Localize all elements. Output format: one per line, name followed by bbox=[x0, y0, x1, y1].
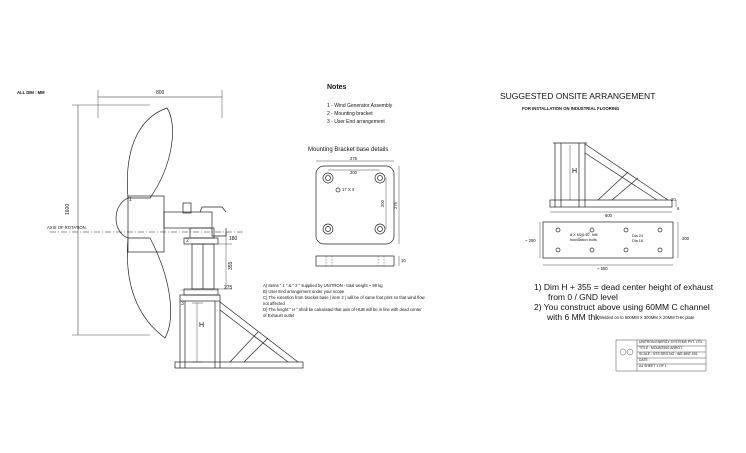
lower-blade bbox=[127, 238, 170, 338]
note-item-1: 1 - Wind Generator Assembly bbox=[327, 103, 393, 109]
bolts-label-1: 8 X M20 10" hilti bbox=[570, 233, 598, 237]
dim-275-label: 275 bbox=[224, 285, 233, 291]
onsite-note-2b: with 6 MM thk bbox=[547, 312, 600, 322]
dim-800-label: 800 bbox=[156, 90, 165, 96]
foundation-bolt-5 bbox=[556, 248, 560, 252]
remark-c-cont: not affected bbox=[263, 301, 285, 306]
onsite-dim-h: H bbox=[572, 168, 578, 175]
upper-blade bbox=[127, 108, 172, 198]
foundation-bolt-2 bbox=[590, 228, 594, 232]
item-3-label: 3 bbox=[181, 301, 184, 307]
foundation-plate bbox=[543, 222, 673, 258]
onsite-arrangement-drawing bbox=[540, 143, 678, 265]
bracket-base-drawing bbox=[316, 161, 399, 266]
remark-d-cont: of Exhaust outlet bbox=[263, 313, 295, 318]
stand-base-plate bbox=[175, 362, 303, 368]
bracket-dim-275-top: 275 bbox=[350, 156, 357, 161]
onsite-dim-20: 20 bbox=[671, 197, 676, 202]
tb-row-2: TITLE : MOUNTING ARRGT. bbox=[639, 346, 683, 350]
onsite-note-1b: from 0 / GND level bbox=[548, 292, 618, 302]
bolts-label-4: Dia 18 bbox=[632, 239, 643, 243]
bracket-dim-275-side: 275 bbox=[393, 202, 398, 209]
bolt-hole-2 bbox=[375, 173, 385, 183]
generator-housing bbox=[128, 196, 164, 252]
item-2-label: 2 bbox=[186, 238, 189, 244]
stand-top-plate bbox=[180, 295, 220, 301]
bracket-dim-10: 10 bbox=[401, 258, 406, 263]
remark-c: C) The extention from bracket base ( item 2 ) will be of same foot print so that wind flow bbox=[263, 295, 425, 300]
bolts-label-3: Dia 24 bbox=[632, 234, 643, 238]
onsite-subtitle: FOR INSTALLATION ON INDUSTRIAL FLOORING bbox=[522, 106, 620, 111]
foundation-bolt-6 bbox=[590, 248, 594, 252]
bracket-dim-200-top: 200 bbox=[350, 170, 357, 175]
mount-plate bbox=[184, 238, 218, 244]
tail bbox=[200, 207, 226, 236]
onsite-dim-550: ~ 550 bbox=[597, 266, 608, 271]
foundation-bolt-1 bbox=[556, 228, 560, 232]
bolt-hole-4 bbox=[375, 224, 385, 234]
axis-of-rotation-label: AXIS OF ROTATION bbox=[47, 225, 86, 230]
onsite-note-2a: 2) You construct above using 60MM C channel bbox=[534, 302, 710, 312]
tb-row-3: SCALE : NTS DRG NO : WE-MNT-001 bbox=[639, 352, 698, 356]
onsite-dim-250: ~ 250 bbox=[525, 238, 536, 243]
shaft bbox=[164, 212, 212, 228]
foundation-bolt-8 bbox=[658, 248, 662, 252]
bolts-label-2: foundation bolts bbox=[570, 238, 597, 242]
dim-h-label: H bbox=[199, 322, 205, 329]
bolt-hole-3 bbox=[323, 224, 333, 234]
onsite-note-2c: Welded on to 600MM X 300MM X 20MM THK plate bbox=[599, 315, 695, 320]
tb-row-4: DATE : bbox=[639, 358, 650, 362]
onsite-dim-6: 6 bbox=[677, 206, 680, 211]
bolt-hole-1 bbox=[323, 173, 333, 183]
dim-180-label: 180 bbox=[229, 236, 238, 242]
dim-355-label: 355 bbox=[228, 261, 234, 270]
remark-b: B) User End arrangement under your scope bbox=[263, 289, 345, 294]
ground-plate bbox=[550, 200, 672, 207]
note-item-2: 2 - Mounting bracket bbox=[327, 111, 373, 117]
item-1-label: 1 bbox=[129, 197, 132, 203]
remark-a: A) Items " 1 " & " 2 " supplied by UNITRON - total weight ~ 90 kg bbox=[263, 283, 383, 288]
tb-row-5: A4 SHEET 1 OF 1 bbox=[639, 364, 667, 368]
foundation-bolt-7 bbox=[624, 248, 628, 252]
bracket-dim-200-side: 200 bbox=[380, 200, 385, 207]
onsite-dim-600: 600 bbox=[605, 213, 612, 218]
bracket-plate-side-view bbox=[316, 256, 394, 266]
foundation-bolt-4 bbox=[658, 228, 662, 232]
dim-1600-label: 1600 bbox=[65, 203, 71, 215]
foundation-bolt-3 bbox=[624, 228, 628, 232]
notes-title: Notes bbox=[327, 84, 347, 91]
onsite-dim-300: 300 bbox=[682, 236, 689, 241]
note-item-3: 3 - User End arrangement bbox=[327, 119, 385, 125]
mount-head bbox=[190, 228, 214, 238]
onsite-note-1a: 1) Dim H + 355 = dead center height of exhaust bbox=[534, 282, 714, 292]
remark-d: D) The height " H " shall be calculated that axis of HUB will be in line with dead center bbox=[263, 307, 422, 312]
onsite-title: SUGGESTED ONSITE ARRANGEMENT bbox=[500, 91, 656, 101]
tb-row-1: UNITRON ENERGY SYSTEMS PVT. LTD. bbox=[639, 340, 703, 344]
wind-generator-drawing bbox=[50, 90, 303, 368]
bracket-title: Mounting Bracket base details bbox=[308, 147, 389, 153]
all-dim-label: ALL DIM : MM bbox=[17, 90, 45, 95]
shaft-clamp bbox=[183, 203, 191, 213]
bracket-hole-label: 17 X 4 bbox=[342, 187, 355, 192]
hole-callout-marker bbox=[336, 188, 340, 192]
